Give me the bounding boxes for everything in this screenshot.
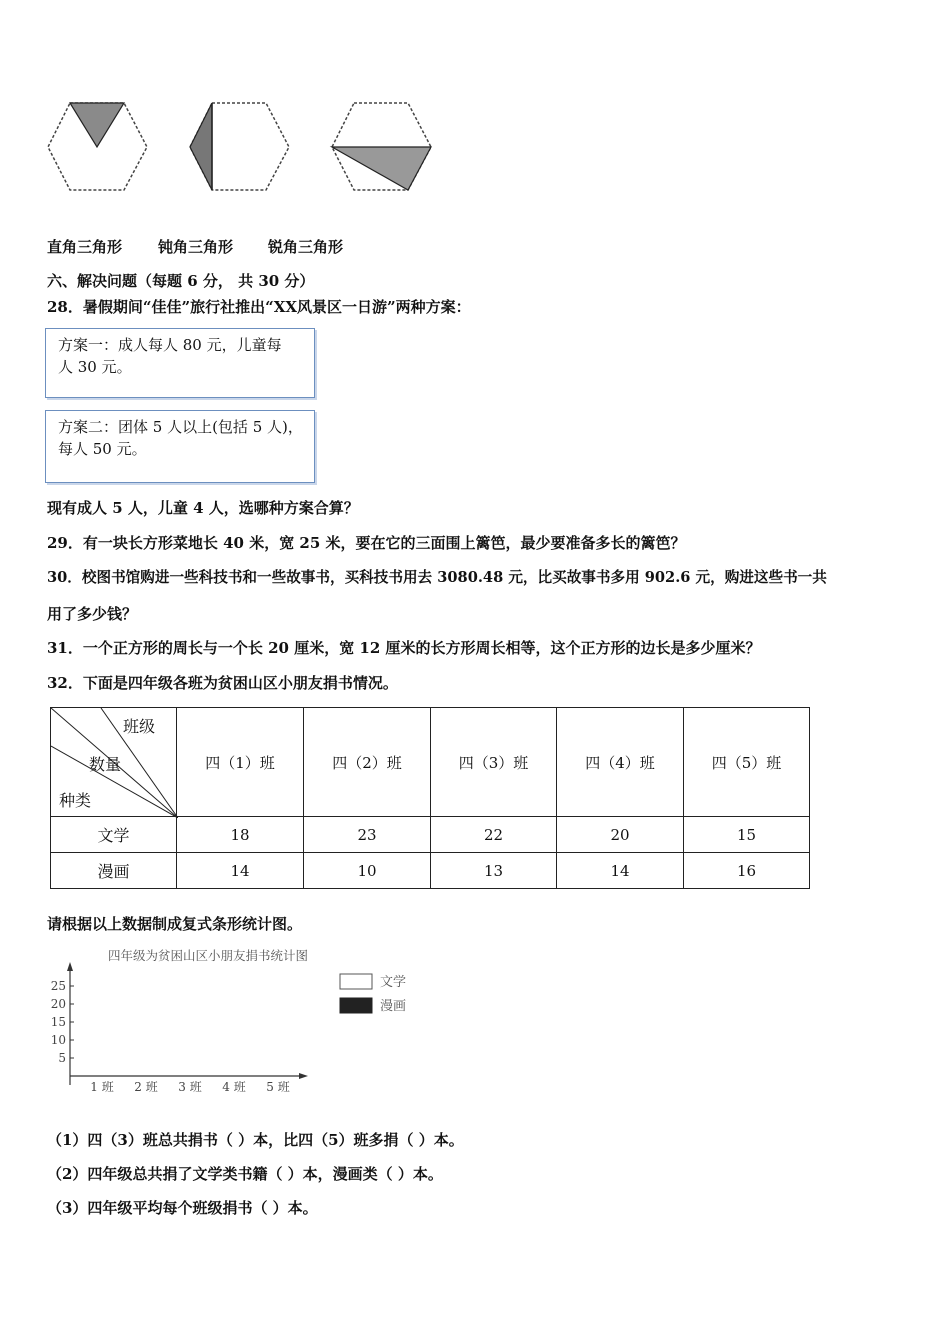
legend-label-comics: 漫画	[380, 999, 407, 1014]
hexagon-figures	[40, 95, 450, 200]
table-header-cell: 四（1）班	[177, 708, 304, 817]
table-cell: 14	[177, 853, 304, 889]
question-28: 28．暑假期间“佳佳”旅行社推出“XX风景区一日游”两种方案：	[47, 298, 471, 316]
bar-chart	[40, 940, 440, 1100]
y-tick-label: 10	[50, 1033, 66, 1047]
table-cell: 13	[431, 853, 557, 889]
plan-one-line1: 方案一：成人每人 80 元，儿童每	[58, 336, 282, 354]
chart-title: 四年级为贫困山区小朋友捐书统计图	[108, 948, 309, 963]
question-32: 32．下面是四年级各班为贫困山区小朋友捐书情况。	[47, 674, 398, 692]
y-tick-label: 20	[50, 997, 66, 1011]
section-title: 六、解决问题（每题 6 分， 共 30 分）	[47, 272, 315, 290]
table-corner-cell	[51, 708, 177, 817]
x-category-label: 1 班	[90, 1080, 114, 1094]
legend-label-literature: 文学	[380, 975, 407, 990]
y-tick-label: 25	[50, 979, 66, 993]
table-cell: 23	[304, 817, 431, 853]
plan-two-line1: 方案二：团体 5 人以上(包括 5 人)，	[58, 418, 303, 436]
hexagon-obtuse-triangle	[190, 103, 289, 190]
plan-one-box	[45, 328, 315, 398]
corner-label-amount: 数量	[89, 755, 122, 774]
y-tick-label: 5	[58, 1051, 66, 1065]
plan-two-box	[45, 410, 315, 483]
y-tick-label: 15	[50, 1015, 66, 1029]
table-cell: 10	[304, 853, 431, 889]
question-30-line1: 30．校图书馆购进一些科技书和一些故事书，买科技书用去 3080.48 元，比买故事书多用 902.6 元，购进这些书一共	[47, 569, 827, 586]
table-header-cell: 四（5）班	[684, 708, 810, 817]
legend-swatch-comics	[340, 998, 372, 1013]
table-header-cell: 四（3）班	[431, 708, 557, 817]
corner-label-type: 种类	[59, 791, 92, 810]
y-axis-arrow	[67, 962, 73, 971]
plan-two-line2: 每人 50 元。	[58, 440, 147, 458]
table-cell: 16	[684, 853, 810, 889]
table-cell: 18	[177, 817, 304, 853]
table-cell: 20	[557, 817, 684, 853]
x-category-label: 2 班	[134, 1080, 158, 1094]
x-axis-arrow	[299, 1073, 308, 1079]
shape-label-right: 直角三角形	[47, 238, 123, 256]
table-header-row	[51, 708, 810, 817]
row-label: 漫画	[51, 853, 177, 889]
question-28-ask: 现有成人 5 人，儿童 4 人，选哪种方案合算？	[47, 499, 359, 517]
x-category-label: 5 班	[266, 1080, 290, 1094]
donation-table	[50, 707, 810, 889]
table-row	[51, 853, 810, 889]
table-header-cell: 四（4）班	[557, 708, 684, 817]
table-cell: 14	[557, 853, 684, 889]
chart-instruction: 请根据以上数据制成复式条形统计图。	[47, 915, 303, 933]
table-cell: 22	[431, 817, 557, 853]
hexagon-right-triangle	[48, 103, 147, 190]
shape-label-obtuse: 钝角三角形	[158, 238, 234, 256]
table-cell: 15	[684, 817, 810, 853]
shape-label-acute: 锐角三角形	[268, 238, 344, 256]
question-31: 31．一个正方形的周长与一个长 20 厘米，宽 12 厘米的长方形周长相等，这个正方形的边长是多少厘米？	[47, 639, 761, 657]
x-category-label: 4 班	[222, 1080, 246, 1094]
sub-question-3: （3）四年级平均每个班级捐书（ ）本。	[47, 1199, 318, 1217]
table-header-cell: 四（2）班	[304, 708, 431, 817]
row-label: 文学	[51, 817, 177, 853]
sub-question-1: （1）四（3）班总共捐书（ ）本，比四（5）班多捐（ ）本。	[47, 1131, 464, 1149]
table-row	[51, 817, 810, 853]
sub-question-2: （2）四年级总共捐了文学类书籍（ ）本，漫画类（ ）本。	[47, 1165, 443, 1183]
x-category-label: 3 班	[178, 1080, 202, 1094]
legend-swatch-literature	[340, 974, 372, 989]
corner-label-class: 班级	[123, 717, 156, 736]
question-30-line2: 用了多少钱？	[47, 605, 138, 623]
question-29: 29．有一块长方形菜地长 40 米，宽 25 米，要在它的三面围上篱笆，最少要准备多长的篱笆？	[47, 534, 686, 552]
plan-one-line2: 人 30 元。	[58, 358, 132, 376]
hexagon-acute-triangle	[332, 103, 431, 190]
